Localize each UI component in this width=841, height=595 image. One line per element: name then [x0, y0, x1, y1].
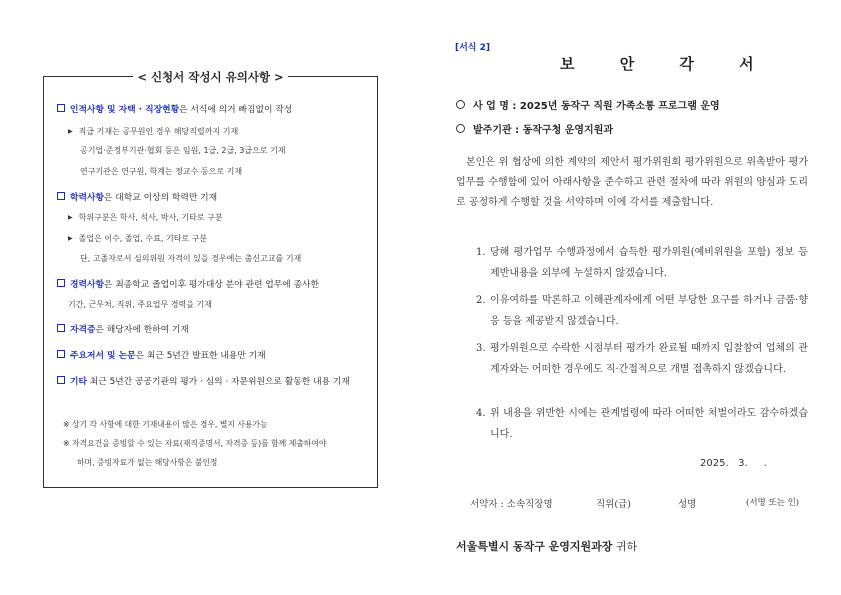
pledge-item: 3. 평가위원으로 수락한 시점부터 평가가 완료될 때까지 입찰참여 업체의 관계자와는 어떠한 경우에도 직·간접적으로 개별 접촉하지 않겠습니다.	[476, 343, 808, 375]
footnote: ※ 상기 각 사항에 대한 기재내용이 많은 경우, 별지 사용가능	[63, 420, 268, 429]
pledge-item: 2. 이유여하를 막론하고 이해관계자에게 어떤 부당한 요구를 하거나 금품·향응 등을 제공받지 않겠습니다.	[476, 295, 808, 327]
notes-section-career: 경력사항은 최종학교 졸업이후 평가대상 분야 관련 업무에 종사한	[57, 279, 319, 291]
signer-name: 성명	[678, 499, 697, 510]
notes-box-title: < 신청서 작성시 유의사항 >	[44, 68, 377, 86]
notes-section-other: 기타 최근 5년간 공공기관의 평가 · 심의 · 자문위원으로 활동한 내용 기재	[57, 376, 350, 388]
square-bullet-icon	[57, 376, 65, 384]
document-title: 보 안 각 서	[560, 55, 774, 73]
triangle-bullet-icon: ▶	[68, 214, 73, 221]
square-bullet-icon	[57, 192, 65, 200]
notes-sub-item: ▶ 직급 기재는 공무원인 경우 해당직렬까지 기재	[68, 127, 239, 136]
pledge-date: 2025. 3. .	[700, 458, 767, 469]
square-bullet-icon	[57, 324, 65, 332]
square-bullet-icon	[57, 104, 65, 112]
square-bullet-icon	[57, 279, 65, 287]
notes-sub-item: ▶ 졸업은 이수, 졸업, 수료, 기타로 구분	[68, 234, 208, 243]
signer-affiliation: 서약자 : 소속직장명	[470, 499, 553, 510]
footnote: ※ 자격요건을 증빙할 수 있는 자료(재직증명서, 자격증 등)를 함께 제출하여야	[63, 439, 327, 448]
pledge-item: 1. 당해 평가업무 수행과정에서 습득한 평가위원(예비위원을 포함) 정보 등 제반내용을 외부에 누설하지 않겠습니다.	[476, 247, 808, 279]
form-number-label: [서식 2]	[455, 43, 491, 53]
footnote: 하며, 증빙자료가 없는 해당사항은 불인정	[77, 458, 218, 467]
pledge-item: 4. 위 내용을 위반한 시에는 관계법령에 따라 어떠한 처벌이라도 감수하겠습니다.	[476, 408, 808, 440]
signer-position: 직위(급)	[596, 499, 631, 510]
project-name-line: 사 업 명 : 2025년 동작구 직원 가족소통 프로그램 운영	[456, 97, 720, 112]
circle-bullet-icon	[456, 100, 465, 109]
triangle-bullet-icon: ▶	[68, 235, 73, 242]
notes-sub-item: 연구기관은 연구원, 학계는 정교수 등으로 기재	[80, 167, 243, 176]
notes-sub-item: ▶ 학위구분은 학사, 석사, 박사, 기타로 구분	[68, 213, 223, 222]
triangle-bullet-icon: ▶	[68, 128, 73, 135]
notes-section-license: 자격증은 해당자에 한하여 기재	[57, 324, 189, 336]
agency-line: 발주기관 : 동작구청 운영지원과	[456, 121, 613, 136]
recipient-line: 서울특별시 동작구 운영지원과장 귀하	[456, 540, 638, 553]
notes-section-education: 학력사항은 대학교 이상의 학력만 기재	[57, 192, 217, 204]
notes-sub-item: 기간, 근무처, 직위, 주요업무 경력을 기재	[68, 300, 212, 309]
notes-box	[43, 70, 378, 488]
notes-sub-item: 공기업·준정부기관·협회 등은 임원, 1급, 2급, 3급으로 기재	[80, 146, 286, 155]
notes-section-personal: 인적사항 및 자택 · 직장현황은 서식에 의거 빠짐없이 작성	[57, 104, 292, 116]
pledge-intro: 본인은 위 협상에 의한 계약의 제안서 평가위원회 평가위원으로 위촉받아 평가업무를 수행함에 있어 아래사항을 준수하고 관련 절차에 따라 위원의 양심과 도리로 공정하게 수행할 것을 서약하며 이에 각서를 제출합니다.	[456, 157, 808, 208]
circle-bullet-icon	[456, 124, 465, 133]
signature-hint: (서명 또는 인)	[746, 498, 800, 508]
square-bullet-icon	[57, 350, 65, 358]
notes-sub-item: 단, 고졸자로서 심의위원 자격이 있을 경우에는 출신고교를 기재	[80, 254, 302, 263]
notes-section-publications: 주요저서 및 논문은 최근 5년간 발표한 내용만 기재	[57, 350, 266, 362]
